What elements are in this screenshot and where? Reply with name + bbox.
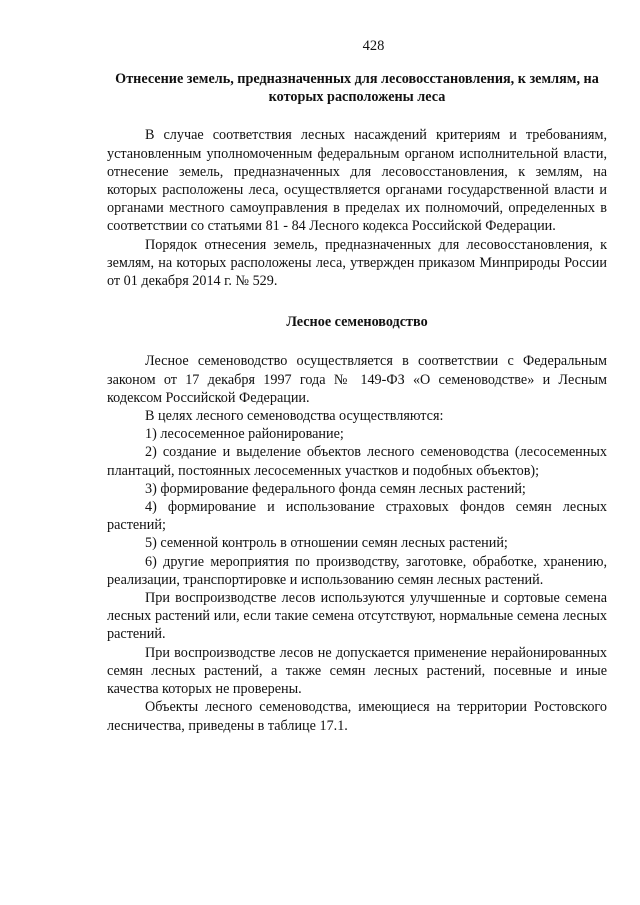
page-number: 428 (362, 38, 385, 54)
list-item: 6) другие мероприятия по производству, заготовке, обработке, хранению, реализации, транспортировке и использованию семян лесных растений. (107, 553, 607, 588)
document-body (107, 70, 607, 735)
paragraph: Лесное семеноводство осуществляется в соответствии с Федеральным законом от 17 декабря 1997 года № 149-ФЗ «О семеноводстве» и Лесным кодексом Российской Федерации. (107, 353, 607, 406)
list-item: 3) формирование федерального фонда семян лесных растений; (145, 480, 526, 497)
list-item: 4) формирование и использование страховых фондов семян лесных растений; (107, 499, 607, 534)
paragraph: Объекты лесного семеноводства, имеющиеся на территории Ростовского лесничества, приведены в таблице 17.1. (107, 699, 607, 734)
list-item: 5) семенной контроль в отношении семян лесных растений; (145, 535, 508, 552)
list-item: 1) лесосеменное районирование; (145, 426, 344, 443)
section-heading-land-classification: Отнесение земель, предназначенных для лесовосстановления, к землям, на которых расположены леса (115, 71, 599, 106)
paragraph: При воспроизводстве лесов не допускается применение нерайонированных семян лесных растений, а также семян лесных растений, посевные и иные качества которых не проверены. (107, 644, 607, 698)
paragraph: В случае соответствия лесных насаждений критериям и требованиям, установленным уполномоченным федеральным органом исполнительной власти, отнесение земель, предназначенных для лесовосстановления, к землям, на которых расположены леса, осуществляется органами государственной власти и органами местного самоуправления в пределах их полномочий, определенных в соответствии со статьями 81 - 84 Лесного кодекса Российской Федерации. (107, 127, 607, 235)
paragraph: В целях лесного семеноводства осуществляются: (145, 408, 444, 425)
list-item: 2) создание и выделение объектов лесного семеноводства (лесосеменных плантаций, постоянных лесосеменных участков и подобных объектов); (107, 444, 607, 479)
paragraph: При воспроизводстве лесов используются улучшенные и сортовые семена лесных растений или, если такие семена отсутствуют, нормальные семена лесных растений. (107, 590, 607, 643)
section-heading-seed-production: Лесное семеноводство (286, 314, 428, 331)
paragraph: Порядок отнесения земель, предназначенных для лесовосстановления, к землям, на которых расположены леса, утвержден приказом Минприроды России от 01 декабря 2014 г. № 529. (107, 236, 607, 290)
